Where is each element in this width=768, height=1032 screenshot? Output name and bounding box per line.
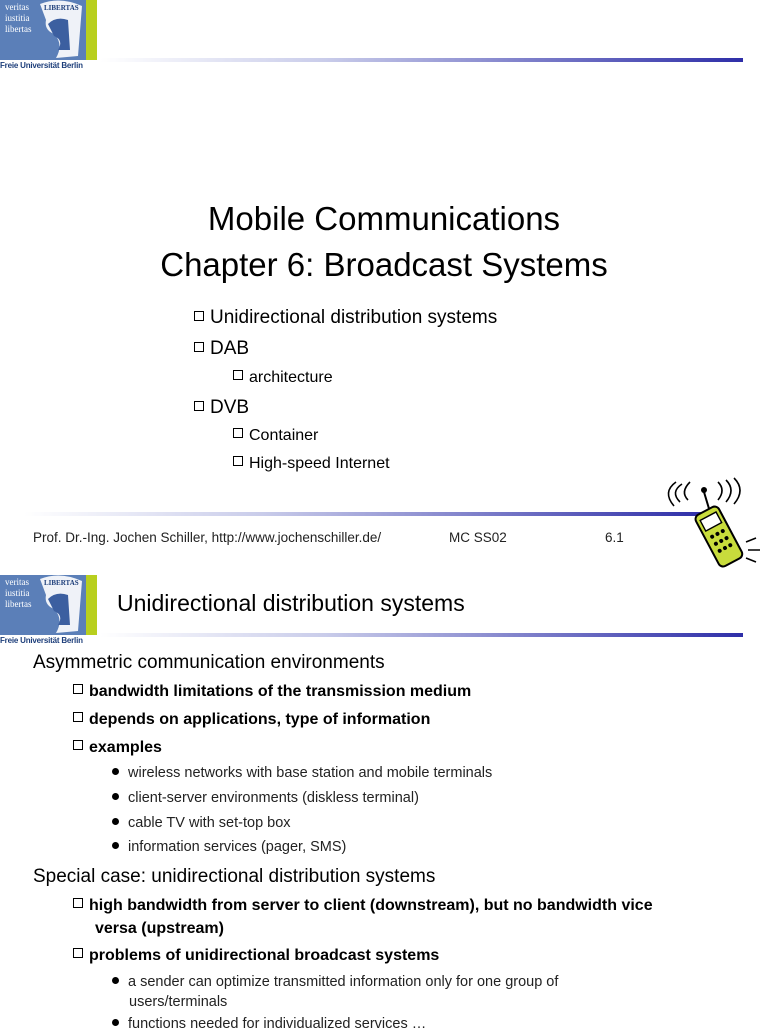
list-item: high bandwidth from server to client (downstream), but no bandwidth vice [73,897,653,915]
square-bullet-icon [194,342,204,352]
outline-subitem: High-speed Internet [233,455,390,473]
square-bullet-icon [233,370,243,380]
round-bullet-icon [112,793,119,800]
list-item: bandwidth limitations of the transmission medium [73,683,471,701]
outline-item: DAB [194,338,249,360]
svg-text:LIBERTAS: LIBERTAS [44,4,79,12]
square-bullet-icon [194,311,204,321]
logo-word: veritas [5,2,29,12]
round-bullet-icon [112,768,119,775]
slide1-title-line1: Mobile Communications [207,200,561,237]
list-subitem: a sender can optimize transmitted information only for one group of [112,974,558,990]
square-bullet-icon [73,948,83,958]
list-subitem: functions needed for individualized services … [112,1016,426,1032]
university-name: Freie Universität Berlin [0,61,83,70]
round-bullet-icon [112,818,119,825]
outline-item: DVB [194,397,249,419]
outline-item: Unidirectional distribution systems [194,307,497,329]
header-rule [100,633,743,637]
list-item: problems of unidirectional broadcast systems [73,947,439,965]
slide1-title-line2: Chapter 6: Broadcast Systems [160,246,608,283]
logo-word: iustitia [5,13,30,23]
university-name: Freie Universität Berlin [0,636,83,645]
logo-word: iustitia [5,588,30,598]
round-bullet-icon [112,842,119,849]
list-item: examples [73,739,162,757]
outline-subitem: architecture [233,369,333,387]
list-subitem: cable TV with set-top box [112,815,291,831]
logo-green-bar [86,575,97,635]
list-item: depends on applications, type of information [73,711,430,729]
round-bullet-icon [112,1019,119,1026]
list-subitem: wireless networks with base station and mobile terminals [112,765,492,781]
seal-icon [34,0,86,60]
svg-text:LIBERTAS: LIBERTAS [44,579,79,587]
logo-green-bar [86,0,97,60]
university-logo [0,575,98,645]
footer-course: MC SS02 [449,530,507,545]
square-bullet-icon [233,456,243,466]
slide2-title: Unidirectional distribution systems [117,590,465,616]
seal-icon [34,575,86,635]
square-bullet-icon [73,898,83,908]
list-subitem: client-server environments (diskless terminal) [112,790,419,806]
footer-page-number: 6.1 [605,530,624,545]
square-bullet-icon [73,740,83,750]
square-bullet-icon [233,428,243,438]
outline-subitem: Container [233,427,318,445]
footer-author: Prof. Dr.-Ing. Jochen Schiller, http://www.jochenschiller.de/ [33,530,382,545]
list-item-continuation: versa (upstream) [95,920,224,937]
footer-rule [24,512,704,516]
logo-word: veritas [5,577,29,587]
round-bullet-icon [112,977,119,984]
square-bullet-icon [73,684,83,694]
university-logo [0,0,98,70]
header-rule [100,58,743,62]
logo-word: libertas [5,24,32,34]
logo-word: libertas [5,599,32,609]
mobile-phone-clipart-icon [660,474,764,570]
square-bullet-icon [73,712,83,722]
list-subitem-continuation: users/terminals [129,994,228,1010]
square-bullet-icon [194,401,204,411]
section-heading: Asymmetric communication environments [33,652,385,673]
list-subitem: information services (pager, SMS) [112,839,346,855]
section-heading: Special case: unidirectional distribution systems [33,866,436,887]
